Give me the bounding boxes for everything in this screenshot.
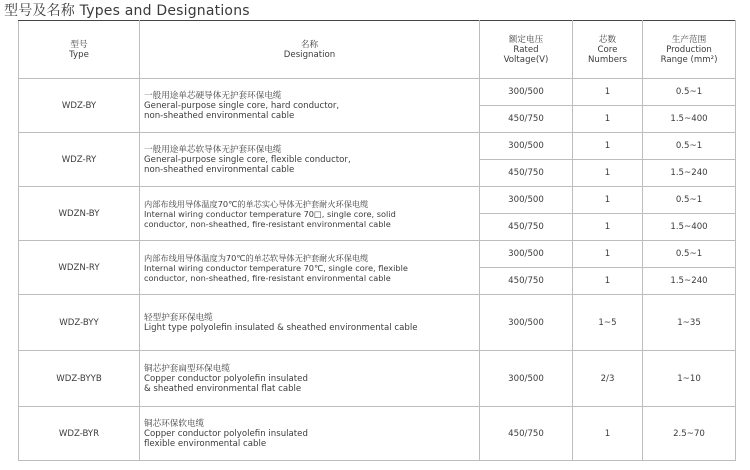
type-cell: WDZN-RY — [19, 241, 140, 295]
type-cell: WDZ-BYY — [19, 295, 140, 351]
table-row — [19, 241, 736, 268]
page-title: 型号及名称 Types and Designations — [4, 3, 250, 19]
voltage-cell: 450/750 — [480, 407, 573, 461]
table-row — [19, 133, 736, 160]
range-cell: 2.5~70 — [643, 407, 736, 461]
cores-cell: 1 — [573, 241, 643, 268]
voltage-cell: 300/500 — [480, 187, 573, 214]
cores-cell: 1 — [573, 187, 643, 214]
header-core-numbers: 芯数 Core Numbers — [573, 21, 643, 79]
type-cell: WDZ-RY — [19, 133, 140, 187]
voltage-cell: 300/500 — [480, 241, 573, 268]
type-cell: WDZN-BY — [19, 187, 140, 241]
designation-cell: 铜芯护套扁型环保电缆 Copper conductor polyolefin insulated & sheathed environmental flat cable — [140, 351, 480, 407]
range-cell: 0.5~1 — [643, 133, 736, 160]
table-row — [19, 407, 736, 461]
voltage-cell: 450/750 — [480, 268, 573, 295]
range-cell: 0.5~1 — [643, 79, 736, 106]
header-type: 型号 Type — [19, 21, 140, 79]
designation-cell: 轻型护套环保电缆 Light type polyolefin insulated & sheathed environmental cable — [140, 295, 480, 351]
types-table — [18, 20, 736, 461]
table-row — [19, 187, 736, 214]
cores-cell: 1 — [573, 79, 643, 106]
designation-cell: 铜芯环保软电缆 Copper conductor polyolefin insulated flexible environmental cable — [140, 407, 480, 461]
cores-cell: 1 — [573, 106, 643, 133]
designation-cell: 一般用途单芯硬导体无护套环保电缆 General-purpose single core, hard conductor, non-sheathed environmental cable — [140, 79, 480, 133]
voltage-cell: 450/750 — [480, 214, 573, 241]
header-range: 生产范围 Production Range (mm²) — [643, 21, 736, 79]
voltage-cell: 300/500 — [480, 295, 573, 351]
designation-cell: 一般用途单芯软导体无护套环保电缆 General-purpose single core, flexible conductor, non-sheathed environmental cable — [140, 133, 480, 187]
cores-cell: 2/3 — [573, 351, 643, 407]
range-cell: 1.5~400 — [643, 106, 736, 133]
range-cell: 1.5~240 — [643, 268, 736, 295]
range-cell: 1.5~240 — [643, 160, 736, 187]
type-cell: WDZ-BYYB — [19, 351, 140, 407]
header-voltage: 额定电压 Rated Voltage(V) — [480, 21, 573, 79]
designation-cell: 内部布线用导体温度70℃的单芯实心导体无护套耐火环保电缆 Internal wiring conductor temperature 70□, single core, solid conductor, non-sheathed, fire-resistant environmental cable — [140, 187, 480, 241]
table-row — [19, 351, 736, 407]
table-row — [19, 79, 736, 106]
voltage-cell: 300/500 — [480, 133, 573, 160]
table-header-row — [19, 21, 736, 79]
range-cell: 0.5~1 — [643, 241, 736, 268]
cores-cell: 1 — [573, 160, 643, 187]
range-cell: 1.5~400 — [643, 214, 736, 241]
cores-cell: 1~5 — [573, 295, 643, 351]
voltage-cell: 300/500 — [480, 79, 573, 106]
designation-cell: 内部布线用导体温度为70℃的单芯软导体无护套耐火环保电缆 Internal wiring conductor temperature 70℃, single core, flexible conductor, non-sheathed, fire-resistant environmental cable — [140, 241, 480, 295]
table-row — [19, 295, 736, 351]
cores-cell: 1 — [573, 133, 643, 160]
voltage-cell: 450/750 — [480, 160, 573, 187]
range-cell: 1~10 — [643, 351, 736, 407]
voltage-cell: 300/500 — [480, 351, 573, 407]
type-cell: WDZ-BY — [19, 79, 140, 133]
cores-cell: 1 — [573, 407, 643, 461]
cores-cell: 1 — [573, 268, 643, 295]
type-cell: WDZ-BYR — [19, 407, 140, 461]
range-cell: 1~35 — [643, 295, 736, 351]
voltage-cell: 450/750 — [480, 106, 573, 133]
range-cell: 0.5~1 — [643, 187, 736, 214]
header-designation: 名称 Designation — [140, 21, 480, 79]
cores-cell: 1 — [573, 214, 643, 241]
